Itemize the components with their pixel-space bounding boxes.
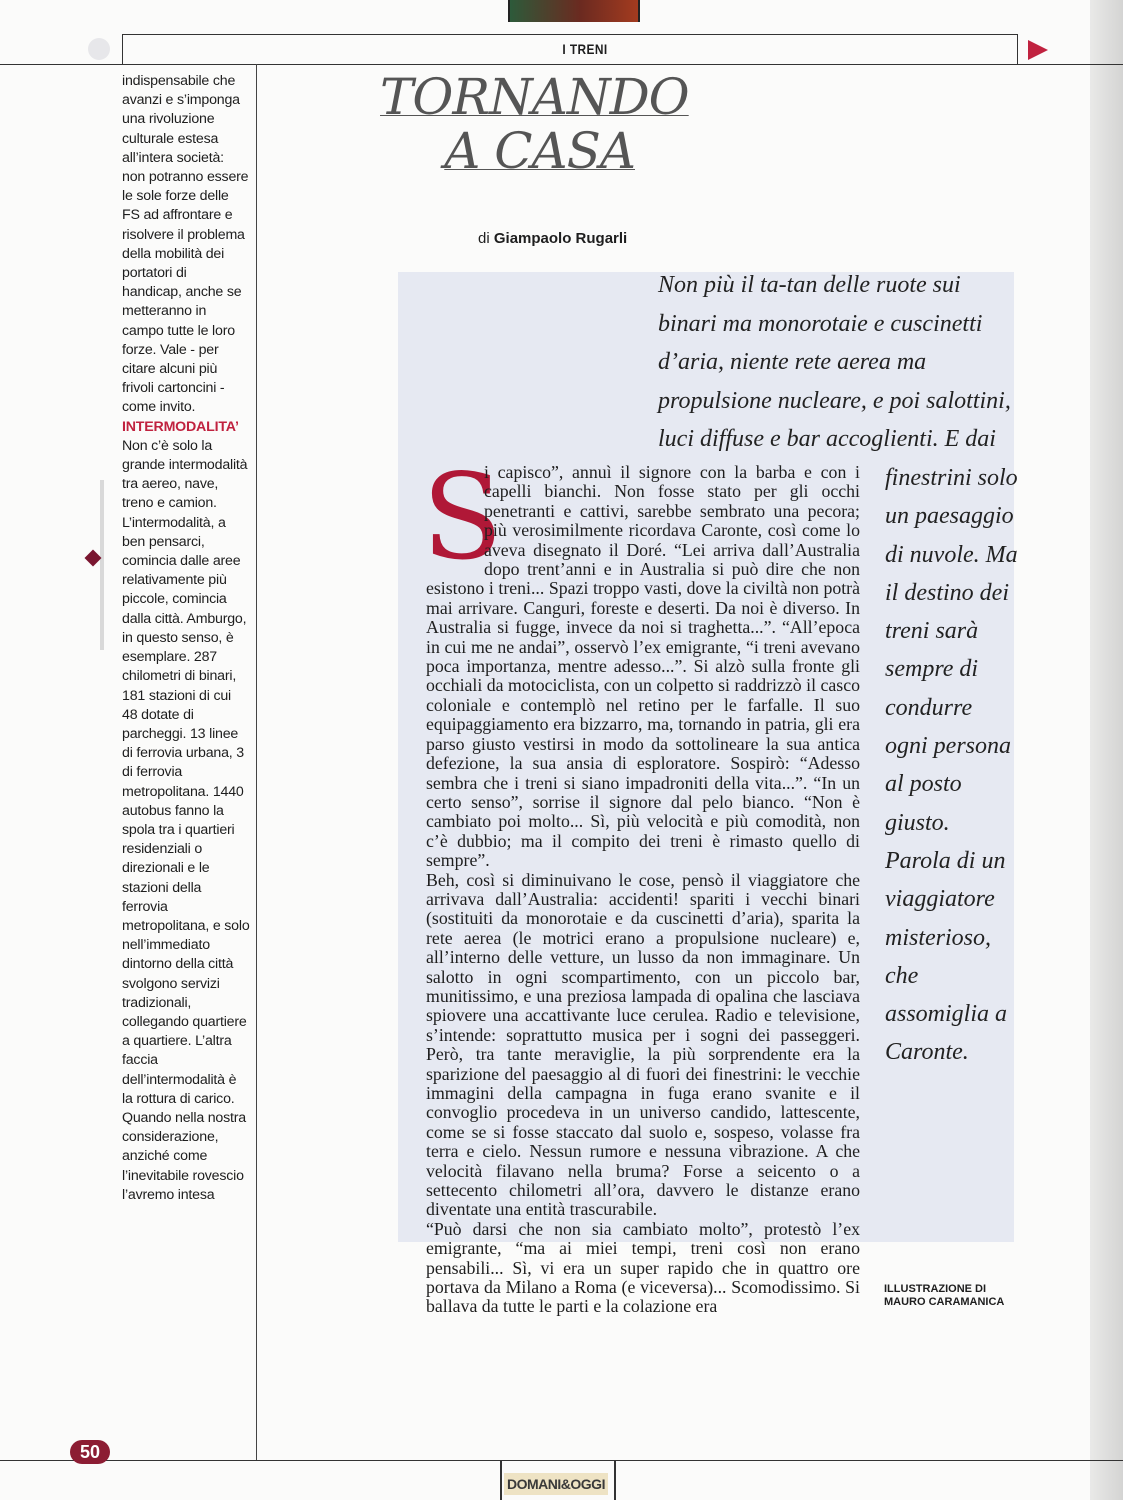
sidebar-text-1: indispensabile che avanzi e s’imponga una rivoluzione culturale estesa all’intera società: non potranno essere le sole forze delle FS ad affrontare e risolvere il problema della mobilità dei portatori di handicap, anche se metteranno in campo tutte le loro forze. Vale - per citare alcuni più frivoli cartoncini - come invito.: [122, 73, 249, 416]
body-paragraph-3: “Può darsi che non sia cambiato molto”, protestò l’ex emigrante, “ma ai miei tempi, treni così non erano pensabili... Sì, vi era un super rapido che in quattro ore portava da Milano a Roma (e viceversa)... Scomodissimo. Si ballava da tutte le parti e la colazione era: [426, 1218, 860, 1317]
header-rule: [0, 64, 1123, 65]
bleed-through-mark: [88, 38, 110, 60]
article-title: [380, 68, 689, 180]
page-fold-shadow: [1090, 0, 1123, 1500]
lead-continuation: finestrini solo un paesaggio di nuvole. Ma il destino dei treni sarà sempre di condurre ogni persona al posto giusto. Parola di un viaggiatore misterioso, che assomiglia a Caronte.: [885, 465, 1018, 1066]
credit-line-2: MAURO CARAMANICA: [884, 1295, 1005, 1308]
sidebar-column: [122, 72, 250, 1205]
page-number: 50: [70, 1440, 110, 1464]
body-paragraph-2: Beh, così si diminuivano le cose, pensò il viaggiatore che arrivava dall’Australia: accidenti! spariti i vecchi binari (sostituiti da monorotaie e da cuscinetti d’aria), sparita la rete aerea (le motrici erano a propulsione nucleare) e, all’interno delle vetture, un lusso da non immaginare. Un salotto in ogni scompartimento, con un piccolo bar, munitissimo, e una preziosa lampada di opalina che lasciava spiovere una accattivante luce cerulea. Radio e televisione, s’intende: soprattutto musica per i sogni dei passeggeri. Però, tra tante meraviglie, la più sorprendente era la sparizione del paesaggio al di fuori dei finestrini: le vecchie immagini della campagna in fuga erano svanite e il convoglio procedeva in un universo candido, lattescente, come se si fosse staccato dal suolo e, sospeso, volasse fra terra e cielo. Nessun rumore e nessuna vibrazione. A che velocità filavano nella bruma? Forse a seicento o a settecento chilometri all’ora, davvero le distanze erano diventate una entità trascurabile.: [426, 869, 860, 1220]
body-paragraph-1: [426, 463, 860, 871]
title-line-2: A CASA: [444, 122, 635, 180]
section-label: I TRENI: [562, 41, 608, 57]
magazine-logo: DOMANI&OGGI: [504, 1473, 608, 1495]
lead-paragraph: Non più il ta-tan delle ruote sui binari ma monorotaie e cuscinetti d’aria, niente rete aerea ma propulsione nucleare, e poi salottini, luci diffuse e bar accoglienti. E dai: [658, 272, 1011, 453]
sidebar-text-2: Non c’è solo la grande intermodalità tra aereo, nave, treno e camion. L’intermodalità, a ben pensarci, comincia dalle aree relativamente più piccole, comincia dalla città. Amburgo, in questo senso, è esemplare. 287 chilometri di binari, 181 stazioni di cui 48 dotate di parcheggi. 13 linee di ferrovia urbana, 3 di ferrovia metropolitana. 1440 autobus fanno la spola tra i quartieri residenziali o direzionali e le stazioni della ferrovia metropolitana, e solo nell’immediato dintorno della città svolgono servizi tradizionali, collegando quartiere a quartiere. L’altra faccia dell’intermodalità è la rottura di carico. Quando nella nostra considerazione, anziché come l’inevitabile rovescio l’avremo intesa: [122, 437, 250, 1203]
sidebar-subheading: INTERMODALITA’: [122, 418, 239, 435]
arrow-right-icon: [1028, 40, 1048, 60]
column-divider: [256, 64, 257, 1460]
illustration-credit: [884, 1283, 1024, 1308]
drop-cap-spacer: [426, 463, 484, 575]
byline-prefix: di: [478, 230, 490, 247]
article-body: [426, 463, 860, 1317]
drop-cap: S: [422, 448, 503, 586]
top-photo-strip: [508, 0, 640, 22]
diamond-icon: [85, 550, 102, 567]
author-name: Giampaolo Rugarli: [493, 230, 628, 247]
body-paragraph-1-text: i capisco”, annuì il signore con la barba e con i capelli bianchi. Non fosse stato per gli occhi penetranti e cattivi, sarebbe sembrato una pecora; più verosimilmente ricordava Caronte, così come lo aveva disegnato il Doré. “Lei arriva dall’Australia dopo trent’anni e in Australia si può dire che non esistono i treni... Spazi troppo vasti, dove la civiltà non potrà mai arrivare. Canguri, foreste e deserti. Da noi è diverso. In Australia si fugge, invece da noi si traghetta...”. “All’epoca in cui me ne andai”, osservò l’ex emigrante, “i treni avevano poca importanza, mentre adesso...”. Si alzò sulla fronte gli occhiali da motociclista, con un colpetto si raddrizzò il casco coloniale e contemplò nel retino per le farfalle. Il suo equipaggiamento era bizzarro, ma, tornando in patria, gli era parso giusto vestirsi in modo da sottolineare la sua antica defezione, la sua ansia di esploratore. Sospirò: “Adesso sembra che i treni si siano impadroniti della vita...”. “In un certo senso”, sorrise il signore dal pelo bianco. “Non è cambiato poi molto... Sì, più velocità e più comodità, non c’è dubbio; ma il compito dei treni è rimasto quello di sempre”.: [426, 462, 860, 871]
byline: [478, 230, 678, 247]
credit-line-1: ILLUSTRAZIONE DI: [884, 1283, 987, 1295]
margin-bar: [100, 480, 104, 650]
title-line-1: TORNANDO: [380, 68, 689, 126]
